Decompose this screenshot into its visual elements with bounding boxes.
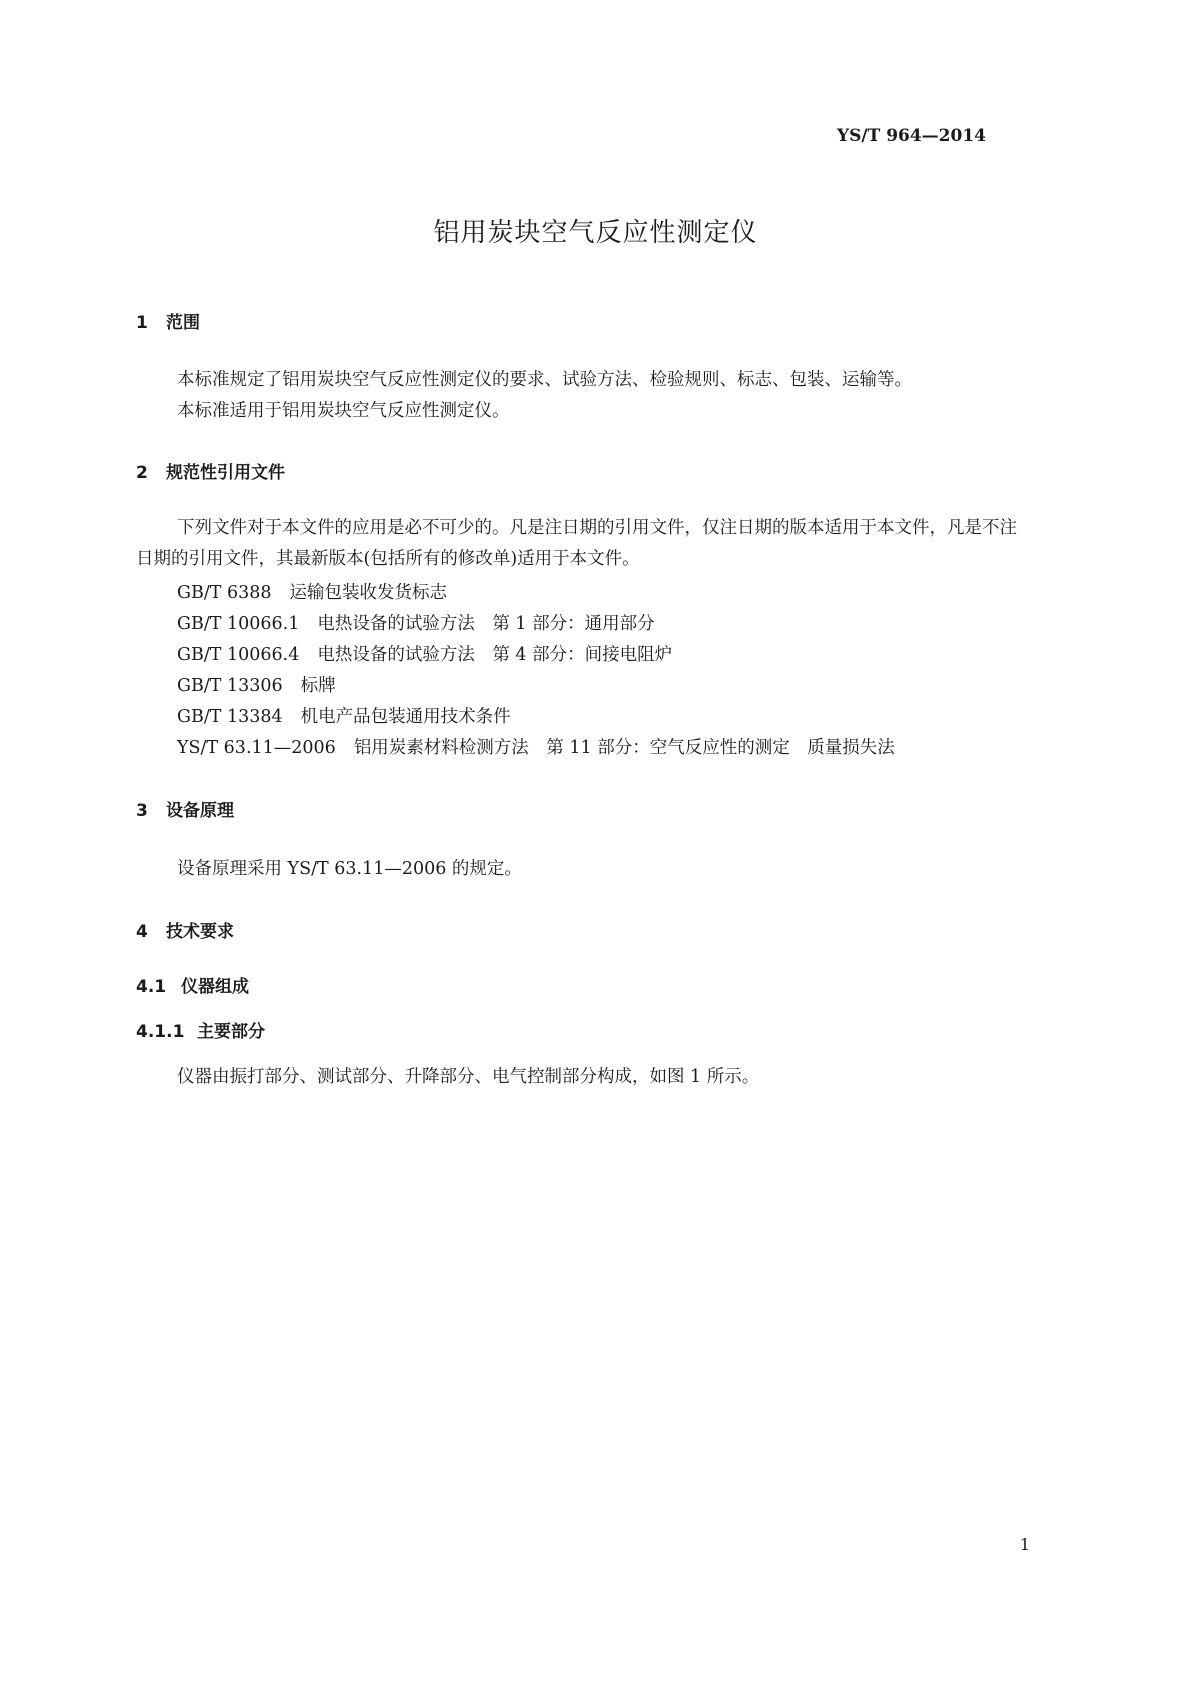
section-number: 2 (136, 463, 148, 483)
reference-item (177, 734, 895, 759)
subsection-4-1-1-heading (136, 1017, 265, 1042)
intro-paragraph: 下列文件对于本文件的应用是必不可少的。凡是注日期的引用文件，仅注日期的版本适用于本文件，凡是不注日期的引用文件，其最新版本(包括所有的修改单)适用于本文件。 (136, 518, 1017, 569)
reference-item (177, 579, 447, 604)
document-title: 铝用炭块空气反应性测定仪 (433, 218, 758, 248)
standard-code: YS/T 964—2014 (837, 126, 986, 146)
paragraph: 本标准适用于铝用炭块空气反应性测定仪。 (177, 401, 510, 421)
section-title: 技术要求 (166, 922, 234, 942)
section-title: 范围 (166, 313, 200, 333)
section-number: 1 (136, 313, 148, 333)
section-1-heading (136, 308, 200, 333)
reference-code: GB/T 10066.4 (177, 645, 300, 665)
reference-title: 机电产品包装通用技术条件 (300, 707, 511, 727)
reference-code: YS/T 63.11—2006 (177, 738, 336, 758)
paragraph: 仪器由振打部分、测试部分、升降部分、电气控制部分构成，如图 1 所示。 (177, 1067, 760, 1087)
subsection-title: 仪器组成 (181, 977, 249, 997)
paragraph: 本标准规定了铝用炭块空气反应性测定仪的要求、试验方法、检验规则、标志、包装、运输等。 (177, 370, 912, 390)
section-title: 设备原理 (166, 801, 234, 821)
reference-code: GB/T 13306 (177, 676, 283, 696)
reference-code: GB/T 6388 (177, 583, 272, 603)
reference-title: 电热设备的试验方法 第 1 部分：通用部分 (317, 614, 655, 634)
subsection-4-1-heading (136, 972, 249, 997)
reference-title: 铝用炭素材料检测方法 第 11 部分：空气反应性的测定 质量损失法 (353, 738, 895, 758)
section-3-heading (136, 796, 234, 821)
page-number: 1 (1019, 1535, 1030, 1554)
section-number: 4 (136, 922, 148, 942)
section-4-heading (136, 917, 234, 942)
reference-item (177, 610, 655, 635)
reference-item (177, 703, 511, 728)
reference-title: 标牌 (300, 676, 336, 696)
reference-title: 电热设备的试验方法 第 4 部分：间接电阻炉 (317, 645, 673, 665)
paragraph: 设备原理采用 YS/T 63.11—2006 的规定。 (177, 859, 522, 879)
subsection-title: 主要部分 (197, 1022, 265, 1042)
reference-code: GB/T 13384 (177, 707, 283, 727)
reference-item (177, 641, 672, 666)
reference-title: 运输包装收发货标志 (289, 583, 448, 603)
section-2-heading (136, 458, 285, 483)
subsection-number: 4.1 (136, 977, 167, 997)
subsection-number: 4.1.1 (136, 1022, 185, 1042)
reference-code: GB/T 10066.1 (177, 614, 300, 634)
reference-item (177, 672, 336, 697)
section-title: 规范性引用文件 (166, 463, 285, 483)
section-number: 3 (136, 801, 148, 821)
